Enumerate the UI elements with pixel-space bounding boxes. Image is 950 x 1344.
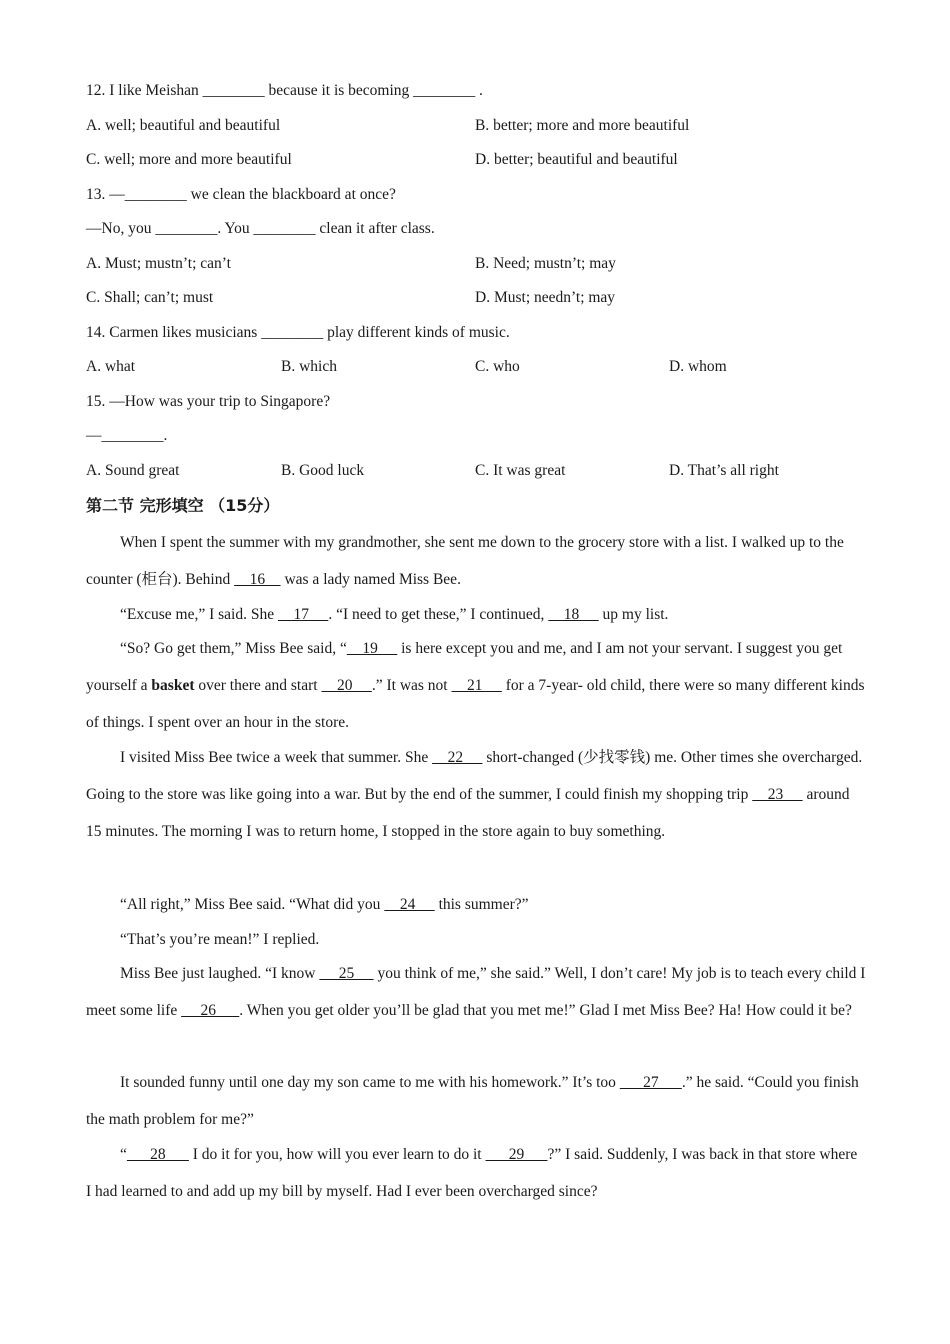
blank-27: 27: [619, 1074, 682, 1091]
question-15-option-c: C. It was great: [475, 462, 566, 479]
blank-22: 22: [432, 749, 483, 766]
passage-paragraph-8: It sounded funny until one day my son came to me with his homework.” It’s too 27 .” he said. “Could you finish the math problem for me?”: [86, 1074, 859, 1128]
blank-29: 29: [485, 1146, 548, 1163]
passage-paragraph-6: “That’s you’re mean!” I replied.: [120, 931, 320, 948]
blank-23: 23: [752, 786, 803, 803]
blank-21: 21: [451, 677, 502, 694]
bold-word-basket: basket: [151, 677, 195, 694]
question-13-stem: 13. —________ we clean the blackboard at once?: [86, 186, 396, 203]
question-12-option-c: C. well; more and more beautiful: [86, 151, 292, 168]
question-12-stem: 12. I like Meishan ________ because it is becoming ________ .: [86, 82, 483, 99]
question-13-option-b: B. Need; mustn’t; may: [475, 255, 616, 272]
question-15-option-d: D. That’s all right: [669, 462, 779, 479]
passage-paragraph-9: “ 28 I do it for you, how will you ever learn to do it 29 ?” I said. Suddenly, I was back in that store where I had learned to and add up my bill by myself. Had I ever been overcharged since?: [86, 1146, 858, 1200]
question-12-option-b: B. better; more and more beautiful: [475, 117, 690, 134]
passage-paragraph-2: “Excuse me,” I said. She 17 . “I need to get these,” I continued, 18 up my list.: [120, 606, 669, 623]
passage-paragraph-5: “All right,” Miss Bee said. “What did you 24 this summer?”: [120, 896, 529, 913]
question-14-option-c: C. who: [475, 358, 520, 375]
question-13-option-a: A. Must; mustn’t; can’t: [86, 255, 231, 272]
passage-paragraph-7: Miss Bee just laughed. “I know 25 you think of me,” she said.” Well, I don’t care! My job is to teach every child I meet some life 26 . When you get older you’ll be glad that you met me!” Glad I met Miss Bee? Ha! How could it be?: [86, 965, 866, 1019]
question-14-stem: 14. Carmen likes musicians ________ play different kinds of music.: [86, 324, 510, 341]
question-14-option-a: A. what: [86, 358, 136, 375]
blank-25: 25: [319, 965, 374, 982]
passage-paragraph-4: I visited Miss Bee twice a week that summer. She 22 short-changed (少找零钱) me. Other times she overcharged. Going to the store was like going into a war. But by the end of the summer, I could finish my shopping trip 23 around 15 minutes. The morning I was to return home, I stopped in the store again to buy something.: [86, 749, 863, 840]
section-heading: 第二节 完形填空 （15分）: [86, 496, 280, 515]
blank-26: 26: [181, 1002, 240, 1019]
blank-16: 16: [234, 571, 281, 588]
question-15-stem: 15. —How was your trip to Singapore?: [86, 393, 331, 410]
question-14-option-b: B. which: [281, 358, 337, 375]
blank-19: 19: [346, 640, 398, 657]
question-13-option-c: C. Shall; can’t; must: [86, 289, 214, 306]
question-15-option-a: A. Sound great: [86, 462, 180, 479]
question-13-option-d: D. Must; needn’t; may: [475, 289, 616, 306]
passage-paragraph-1: When I spent the summer with my grandmother, she sent me down to the grocery store with a list. I walked up to the counter (柜台). Behind 16 was a lady named Miss Bee.: [86, 534, 844, 588]
question-14-option-d: D. whom: [669, 358, 727, 375]
question-15-stem-reply: —________.: [86, 427, 168, 444]
question-12-option-a: A. well; beautiful and beautiful: [86, 117, 281, 134]
question-13-stem-reply: —No, you ________. You ________ clean it after class.: [86, 220, 435, 237]
blank-18: 18: [548, 606, 599, 623]
blank-20: 20: [321, 677, 372, 694]
question-12-option-d: D. better; beautiful and beautiful: [475, 151, 678, 168]
blank-24: 24: [384, 896, 435, 913]
question-15-option-b: B. Good luck: [281, 462, 365, 479]
blank-17: 17: [277, 606, 329, 623]
passage-paragraph-3: “So? Go get them,” Miss Bee said, “ 19 is here except you and me, and I am not your servant. I suggest you get yourself a basket over there and start 20 .” It was not 21 for a 7-year- old child, there were so many different kinds of things. I spent over an hour in the store.: [86, 640, 865, 731]
blank-28: 28: [126, 1146, 189, 1163]
